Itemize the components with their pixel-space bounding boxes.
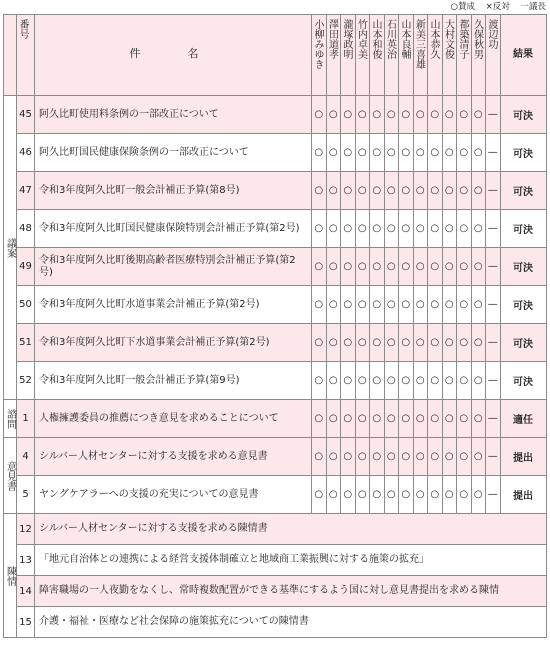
vote-results-table [3,14,547,638]
vote-cell: ○ [341,324,356,362]
member-name: 大村文俊 [442,19,454,59]
table-row [4,476,547,514]
vote-cell: ○ [457,172,472,210]
vote-cell: ○ [442,286,457,324]
header-member [486,15,501,96]
vote-cell: ○ [457,96,472,134]
vote-cell: ○ [399,438,414,476]
vote-cell: ○ [384,134,399,172]
vote-cell: — [486,362,501,400]
item-title: 阿久比町使用料条例の一部改正について [35,96,312,134]
vote-cell: ○ [326,476,341,514]
item-title: 令和3年度阿久比町下水道事業会計補正予算(第2号) [35,324,312,362]
vote-cell: ○ [355,324,370,362]
vote-cell: ○ [312,476,327,514]
member-name: 山本恭久 [428,19,439,59]
vote-cell: ○ [428,476,443,514]
vote-cell: ○ [442,324,457,362]
item-title: ヤングケアラーへの支援の充実についての意見書 [35,476,312,514]
table-row [4,210,547,248]
vote-cell: ○ [442,248,457,286]
member-name: 都築清子 [457,19,468,59]
vote-cell: ○ [413,476,428,514]
vote-cell: ○ [312,286,327,324]
vote-cell: ○ [471,248,486,286]
result-cell: 提出 [500,438,546,476]
item-title: 「地元自治体との連携による経営支援体制確立と地域商工業振興に対する施策の拡充」 [35,545,547,576]
item-title: 令和3年度阿久比町一般会計補正予算(第8号) [35,172,312,210]
item-number: 48 [17,210,35,248]
item-number: 50 [17,286,35,324]
vote-cell: ○ [471,210,486,248]
vote-cell: ○ [413,96,428,134]
result-cell: 可決 [500,324,546,362]
header-title: 件 名 [35,15,312,96]
item-title: 令和3年度阿久比町後期高齢者医療特別会計補正予算(第2号) [35,248,312,286]
vote-cell: ○ [384,362,399,400]
vote-cell: ○ [399,96,414,134]
vote-cell: ○ [370,286,385,324]
header-member [312,15,327,96]
vote-cell: ○ [428,286,443,324]
vote-cell: ○ [312,324,327,362]
result-cell: 可決 [500,248,546,286]
header-member [341,15,356,96]
vote-cell: — [486,248,501,286]
vote-cell: ○ [326,210,341,248]
vote-cell: ○ [413,248,428,286]
header-member [428,15,443,96]
vote-cell: ○ [471,438,486,476]
vote-cell: ○ [471,362,486,400]
vote-cell: ○ [370,324,385,362]
vote-cell: ○ [471,172,486,210]
vote-cell: ○ [399,134,414,172]
vote-cell: ○ [384,476,399,514]
header-member [442,15,457,96]
item-title: 令和3年度阿久比町国民健康保険特別会計補正予算(第2号) [35,210,312,248]
vote-cell: ○ [384,286,399,324]
result-cell: 可決 [500,210,546,248]
vote-cell: ○ [457,476,472,514]
vote-cell: ○ [399,248,414,286]
vote-cell: ○ [370,438,385,476]
member-name: 小柳みゆき [312,19,323,69]
vote-legend [0,0,546,14]
item-number: 12 [17,514,35,545]
header-num: 番号 [17,19,28,39]
vote-cell: ○ [471,476,486,514]
vote-cell: ○ [442,362,457,400]
vote-cell: ○ [355,210,370,248]
vote-cell: — [486,286,501,324]
vote-cell: ○ [370,210,385,248]
vote-cell: ○ [413,438,428,476]
vote-cell: ○ [326,286,341,324]
vote-cell: — [486,476,501,514]
vote-cell: ○ [428,324,443,362]
vote-cell: ○ [428,438,443,476]
vote-cell: ○ [384,248,399,286]
table-row [4,362,547,400]
legend-oppose: ×反対 [485,2,510,12]
item-number: 14 [17,576,35,607]
member-name: 新美三喜雄 [413,19,425,69]
table-row [4,134,547,172]
vote-cell: ○ [442,96,457,134]
item-number: 52 [17,362,35,400]
item-title: 介護・福祉・医療など社会保障の施策拡充についての陳情書 [35,607,547,638]
vote-cell: ○ [312,438,327,476]
member-name: 山本良輔 [399,19,410,59]
vote-cell: ○ [413,400,428,438]
category-petition: 陳情 [4,514,17,638]
member-name: 竹内卓美 [355,19,367,59]
vote-cell: ○ [312,362,327,400]
vote-cell: ○ [370,476,385,514]
vote-cell: ○ [312,172,327,210]
header-result: 結果 [500,15,546,96]
header-member [326,15,341,96]
vote-cell: ○ [399,324,414,362]
vote-cell: ○ [457,134,472,172]
vote-cell: ○ [370,248,385,286]
vote-cell: ○ [442,210,457,248]
header-member [384,15,399,96]
vote-cell: ○ [428,400,443,438]
vote-cell: ○ [442,134,457,172]
vote-cell: ○ [399,400,414,438]
vote-cell: ○ [471,400,486,438]
table-row [4,400,547,438]
vote-cell: ○ [326,400,341,438]
legend-approve: ○賛成 [450,2,475,12]
vote-cell: ○ [312,210,327,248]
vote-cell: ○ [341,172,356,210]
category-opinion: 意見書 [4,438,17,514]
vote-cell: ○ [384,172,399,210]
vote-cell: ○ [442,172,457,210]
member-name: 山本和俊 [370,19,381,59]
vote-cell: ○ [326,248,341,286]
table-row [4,96,547,134]
vote-cell: ○ [355,400,370,438]
vote-cell: ○ [442,476,457,514]
vote-cell: — [486,438,501,476]
table-row [4,172,547,210]
vote-cell: ○ [428,134,443,172]
vote-cell: ○ [312,400,327,438]
member-name: 渡辺功 [486,19,497,49]
vote-cell: ○ [326,134,341,172]
header-member [471,15,486,96]
item-number: 5 [17,476,35,514]
vote-cell: ○ [384,400,399,438]
vote-cell: ○ [384,438,399,476]
vote-cell: ○ [355,172,370,210]
table-row [4,438,547,476]
vote-cell: ○ [355,476,370,514]
vote-cell: ○ [442,400,457,438]
result-cell: 可決 [500,286,546,324]
vote-cell: ○ [399,210,414,248]
result-cell: 適任 [500,400,546,438]
vote-cell: ○ [370,362,385,400]
item-number: 47 [17,172,35,210]
table-row [4,514,547,545]
member-name: 瀧塚政明 [341,19,352,59]
vote-cell: ○ [326,324,341,362]
vote-cell: ○ [370,134,385,172]
vote-cell: ○ [341,438,356,476]
vote-cell: ○ [370,400,385,438]
vote-cell: ○ [384,324,399,362]
item-number: 46 [17,134,35,172]
vote-cell: ○ [413,172,428,210]
vote-cell: ○ [341,96,356,134]
table-row [4,248,547,286]
vote-cell: ○ [355,362,370,400]
vote-cell: ○ [326,96,341,134]
vote-cell: ○ [413,362,428,400]
vote-cell: ○ [370,96,385,134]
vote-cell: ○ [413,210,428,248]
item-title: 令和3年度阿久比町水道事業会計補正予算(第2号) [35,286,312,324]
vote-cell: ○ [312,134,327,172]
vote-cell: ○ [471,134,486,172]
item-title: 障害職場の一人夜勤をなくし、常時複数配置ができる基準にするよう国に対し意見書提出を求める陳情 [35,576,547,607]
header-member [355,15,370,96]
vote-cell: — [486,134,501,172]
category-consult: 諮問 [4,400,17,438]
result-cell: 可決 [500,134,546,172]
item-number: 51 [17,324,35,362]
vote-cell: ○ [457,362,472,400]
header-member [370,15,385,96]
vote-cell: ○ [471,286,486,324]
vote-cell: ○ [442,438,457,476]
result-cell: 提出 [500,476,546,514]
vote-cell: ○ [355,286,370,324]
vote-cell: ○ [471,96,486,134]
vote-cell: ○ [428,96,443,134]
vote-cell: ○ [341,134,356,172]
item-title: 阿久比町国民健康保険条例の一部改正について [35,134,312,172]
vote-cell: ○ [413,134,428,172]
vote-cell: ○ [413,286,428,324]
header-member [399,15,414,96]
vote-cell: ○ [399,362,414,400]
vote-cell: — [486,96,501,134]
vote-cell: ○ [457,248,472,286]
item-number: 49 [17,248,35,286]
vote-cell: ○ [399,172,414,210]
vote-cell: ○ [355,134,370,172]
table-header [4,15,547,96]
item-number: 1 [17,400,35,438]
table-row [4,607,547,638]
result-cell: 可決 [500,362,546,400]
vote-cell: ○ [384,96,399,134]
vote-cell: ○ [428,172,443,210]
vote-cell: ○ [457,210,472,248]
result-cell: 可決 [500,172,546,210]
table-row [4,324,547,362]
legend-chair: 一議長 [520,2,546,12]
vote-cell: ○ [457,400,472,438]
item-title: 人権擁護委員の推薦につき意見を求めることについて [35,400,312,438]
vote-cell: ○ [355,438,370,476]
vote-cell: ○ [326,172,341,210]
vote-cell: ○ [341,476,356,514]
vote-cell: ○ [457,286,472,324]
item-title: シルバー人材センターに対する支援を求める陳情書 [35,514,547,545]
vote-cell: ○ [326,362,341,400]
result-cell: 可決 [500,96,546,134]
category-bill: 議案 [4,96,17,400]
vote-cell: ○ [428,362,443,400]
vote-cell: ○ [457,324,472,362]
item-number: 4 [17,438,35,476]
vote-cell: ○ [312,248,327,286]
vote-cell: ○ [399,476,414,514]
vote-cell: ○ [341,286,356,324]
item-number: 13 [17,545,35,576]
vote-cell: ○ [413,324,428,362]
table-row [4,545,547,576]
member-name: 澤田道孝 [326,19,338,59]
item-title: シルバー人材センターに対する支援を求める意見書 [35,438,312,476]
vote-cell: ○ [341,248,356,286]
item-title: 令和3年度阿久比町一般会計補正予算(第9号) [35,362,312,400]
vote-cell: ○ [341,362,356,400]
vote-cell: ○ [370,172,385,210]
vote-cell: ○ [399,286,414,324]
vote-cell: ○ [341,400,356,438]
vote-cell: ○ [384,210,399,248]
vote-cell: ○ [326,438,341,476]
vote-cell: ○ [471,324,486,362]
vote-cell: ○ [312,96,327,134]
member-name: 久保秋男 [471,19,483,59]
header-member [413,15,428,96]
vote-cell: ○ [355,248,370,286]
vote-cell: ○ [428,248,443,286]
vote-cell: — [486,324,501,362]
vote-cell: ○ [341,210,356,248]
vote-cell: — [486,400,501,438]
vote-cell: — [486,210,501,248]
table-row [4,576,547,607]
table-row [4,286,547,324]
vote-cell: — [486,172,501,210]
vote-cell: ○ [428,210,443,248]
item-number: 15 [17,607,35,638]
member-name: 石川英治 [384,19,396,59]
vote-cell: ○ [355,96,370,134]
vote-cell: ○ [457,438,472,476]
header-member [457,15,472,96]
item-number: 45 [17,96,35,134]
